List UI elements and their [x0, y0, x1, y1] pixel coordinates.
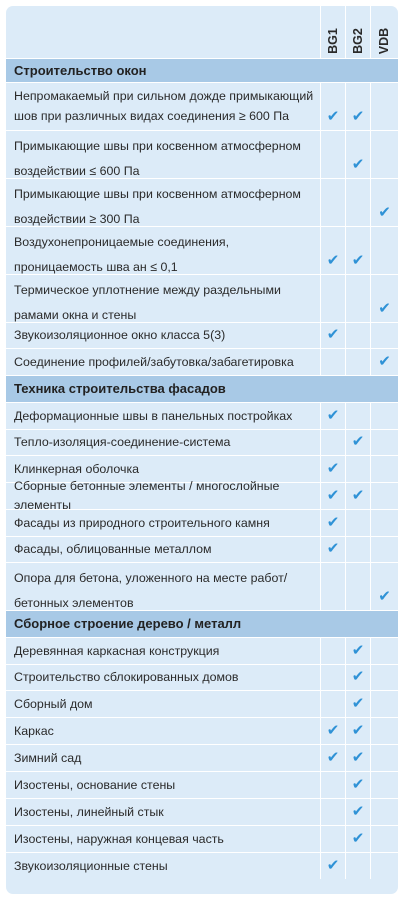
cell-vdb: [370, 227, 398, 274]
cell-bg2: [345, 510, 370, 536]
row-label: Звукоизоляционное окно класса 5(3): [14, 328, 226, 343]
row-label: Изостены, основание стены: [14, 777, 176, 792]
check-icon: ✔: [378, 203, 391, 221]
table-header: [6, 6, 398, 58]
cell-vdb: [370, 131, 398, 178]
cell-vdb: [370, 83, 398, 130]
check-icon: ✔: [351, 748, 365, 766]
table-row: [6, 717, 398, 744]
check-icon: ✔: [378, 299, 391, 317]
section-header-row: [6, 58, 398, 82]
check-icon: ✔: [378, 352, 391, 370]
row-label: Фасады из природного строительного камня: [14, 515, 270, 530]
cell-vdb: [370, 772, 398, 798]
row-label: Каркас: [14, 723, 54, 738]
cell-vdb: [370, 563, 398, 610]
table-row: [6, 536, 398, 562]
cell-bg1: [320, 227, 345, 274]
row-label: Сборные бетонные элементы / многослойные элементы: [14, 479, 280, 512]
cell-vdb: [370, 430, 398, 455]
column-header-bg1: BG1: [320, 6, 345, 58]
section-header-row: [6, 375, 398, 402]
row-label: Звукоизоляционные стены: [14, 858, 168, 873]
row-label: Примыкающие швы при косвенном атмосферном воздействии ≤ 600 Па: [14, 139, 301, 178]
check-icon: ✔: [351, 694, 365, 712]
table-row: [6, 852, 398, 879]
cell-vdb: [370, 718, 398, 744]
cell-bg1: [320, 179, 345, 226]
check-icon: ✔: [378, 587, 391, 605]
table-row: [6, 798, 398, 825]
check-icon: ✔: [351, 775, 365, 793]
cell-bg2: [345, 826, 370, 852]
row-label: Зимний сад: [14, 750, 82, 765]
row-label: Строительство сблокированных домов: [14, 670, 239, 685]
check-icon: ✔: [351, 155, 365, 173]
table-row: [6, 226, 398, 274]
cell-bg2: [345, 853, 370, 879]
cell-bg1: [320, 83, 345, 130]
row-label: Сборный дом: [14, 696, 93, 711]
check-icon: ✔: [326, 406, 340, 424]
check-icon: ✔: [326, 513, 340, 531]
cell-bg1: [320, 456, 345, 482]
cell-bg2: [345, 691, 370, 717]
check-icon: ✔: [351, 107, 365, 125]
cell-bg2: [345, 323, 370, 348]
check-icon: ✔: [326, 748, 340, 766]
cell-vdb: [370, 665, 398, 690]
cell-vdb: [370, 799, 398, 825]
cell-vdb: [370, 537, 398, 562]
check-icon: ✔: [326, 721, 340, 739]
check-icon: ✔: [351, 802, 365, 820]
check-icon: ✔: [351, 721, 365, 739]
cell-bg2: [345, 430, 370, 455]
cell-bg2: [345, 83, 370, 130]
check-icon: ✔: [326, 251, 340, 269]
table-row: [6, 348, 398, 375]
cell-bg1: [320, 349, 345, 375]
check-icon: ✔: [326, 325, 340, 343]
cell-bg2: [345, 131, 370, 178]
cell-bg2: [345, 718, 370, 744]
cell-vdb: [370, 826, 398, 852]
section-header-row: [6, 610, 398, 637]
cell-bg1: [320, 430, 345, 455]
table-row: [6, 637, 398, 664]
table-row: [6, 178, 398, 226]
cell-bg2: [345, 456, 370, 482]
row-label: Клинкерная оболочка: [14, 461, 140, 476]
row-label: Фасады, облицованные металлом: [14, 542, 212, 557]
cell-bg1: [320, 563, 345, 610]
table-row: [6, 744, 398, 771]
cell-bg1: [320, 718, 345, 744]
cell-bg1: [320, 131, 345, 178]
check-icon: ✔: [351, 486, 365, 504]
cell-bg2: [345, 772, 370, 798]
cell-bg1: [320, 665, 345, 690]
cell-bg1: [320, 853, 345, 879]
compatibility-table: [6, 6, 398, 894]
table-row: [6, 771, 398, 798]
cell-bg1: [320, 826, 345, 852]
column-header-vdb: VDB: [370, 6, 398, 58]
cell-vdb: [370, 510, 398, 536]
table-row: [6, 479, 398, 512]
cell-bg2: [345, 563, 370, 610]
row-label: Непромакаемый при сильном дожде примыкающий шов при различных видах соединения ≥ 600 Па: [14, 89, 314, 123]
cell-bg1: [320, 772, 345, 798]
cell-vdb: [370, 745, 398, 771]
check-icon: ✔: [326, 486, 340, 504]
check-icon: ✔: [326, 107, 340, 125]
check-icon: ✔: [351, 667, 365, 685]
cell-bg2: [345, 537, 370, 562]
table-row: [6, 562, 398, 610]
section-title: Сборное строение дерево / металл: [14, 616, 242, 632]
cell-bg1: [320, 691, 345, 717]
check-icon: ✔: [351, 829, 365, 847]
cell-vdb: [370, 691, 398, 717]
column-header-bg2: BG2: [345, 6, 370, 58]
cell-bg1: [320, 745, 345, 771]
row-label: Деревянная каркасная конструкция: [14, 643, 220, 658]
cell-bg1: [320, 799, 345, 825]
row-label: Изостены, наружная концевая часть: [14, 831, 224, 846]
section-title: Техника строительства фасадов: [14, 381, 226, 397]
row-label: Тепло-изоляция-соединение-система: [14, 435, 231, 450]
table-row: [6, 130, 398, 178]
check-icon: ✔: [351, 251, 365, 269]
cell-bg1: [320, 323, 345, 348]
cell-bg1: [320, 275, 345, 322]
check-icon: ✔: [326, 459, 340, 477]
cell-bg2: [345, 483, 370, 509]
row-label: Деформационные швы в панельных постройках: [14, 408, 293, 423]
table-row: [6, 825, 398, 852]
cell-bg1: [320, 537, 345, 562]
cell-vdb: [370, 275, 398, 322]
cell-vdb: [370, 349, 398, 375]
cell-bg2: [345, 275, 370, 322]
table-row: [6, 322, 398, 348]
table-row: [6, 82, 398, 130]
row-label: Соединение профилей/забутовка/забагетировка: [14, 354, 294, 369]
cell-bg2: [345, 745, 370, 771]
table-row: [6, 690, 398, 717]
row-label: Воздухонепроницаемые соединения, проницаемость шва ан ≤ 0,1: [14, 235, 230, 274]
cell-bg2: [345, 665, 370, 690]
cell-bg1: [320, 483, 345, 509]
cell-vdb: [370, 403, 398, 429]
table-row: [6, 429, 398, 455]
row-label: Изостены, линейный стык: [14, 804, 164, 819]
table-row: [6, 664, 398, 690]
cell-vdb: [370, 483, 398, 509]
cell-bg2: [345, 403, 370, 429]
cell-vdb: [370, 179, 398, 226]
cell-vdb: [370, 853, 398, 879]
cell-vdb: [370, 323, 398, 348]
cell-bg1: [320, 638, 345, 664]
check-icon: ✔: [351, 641, 365, 659]
check-icon: ✔: [326, 856, 340, 874]
row-label: Термическое уплотнение между раздельными рамами окна и стены: [14, 283, 281, 322]
row-label: Примыкающие швы при косвенном атмосферном воздействии ≥ 300 Па: [14, 187, 301, 226]
cell-vdb: [370, 638, 398, 664]
row-label: Опора для бетона, уложенного на месте работ/ бетонных элементов: [14, 571, 288, 610]
cell-bg1: [320, 510, 345, 536]
cell-bg2: [345, 179, 370, 226]
check-icon: ✔: [351, 432, 365, 450]
table-row: [6, 402, 398, 429]
cell-bg2: [345, 638, 370, 664]
cell-bg2: [345, 349, 370, 375]
table-row: [6, 509, 398, 536]
section-title: Строительство окон: [14, 62, 147, 78]
cell-bg2: [345, 799, 370, 825]
cell-vdb: [370, 456, 398, 482]
table-row: [6, 274, 398, 322]
check-icon: ✔: [326, 539, 340, 557]
cell-bg1: [320, 403, 345, 429]
header-blank: [6, 6, 320, 58]
cell-bg2: [345, 227, 370, 274]
